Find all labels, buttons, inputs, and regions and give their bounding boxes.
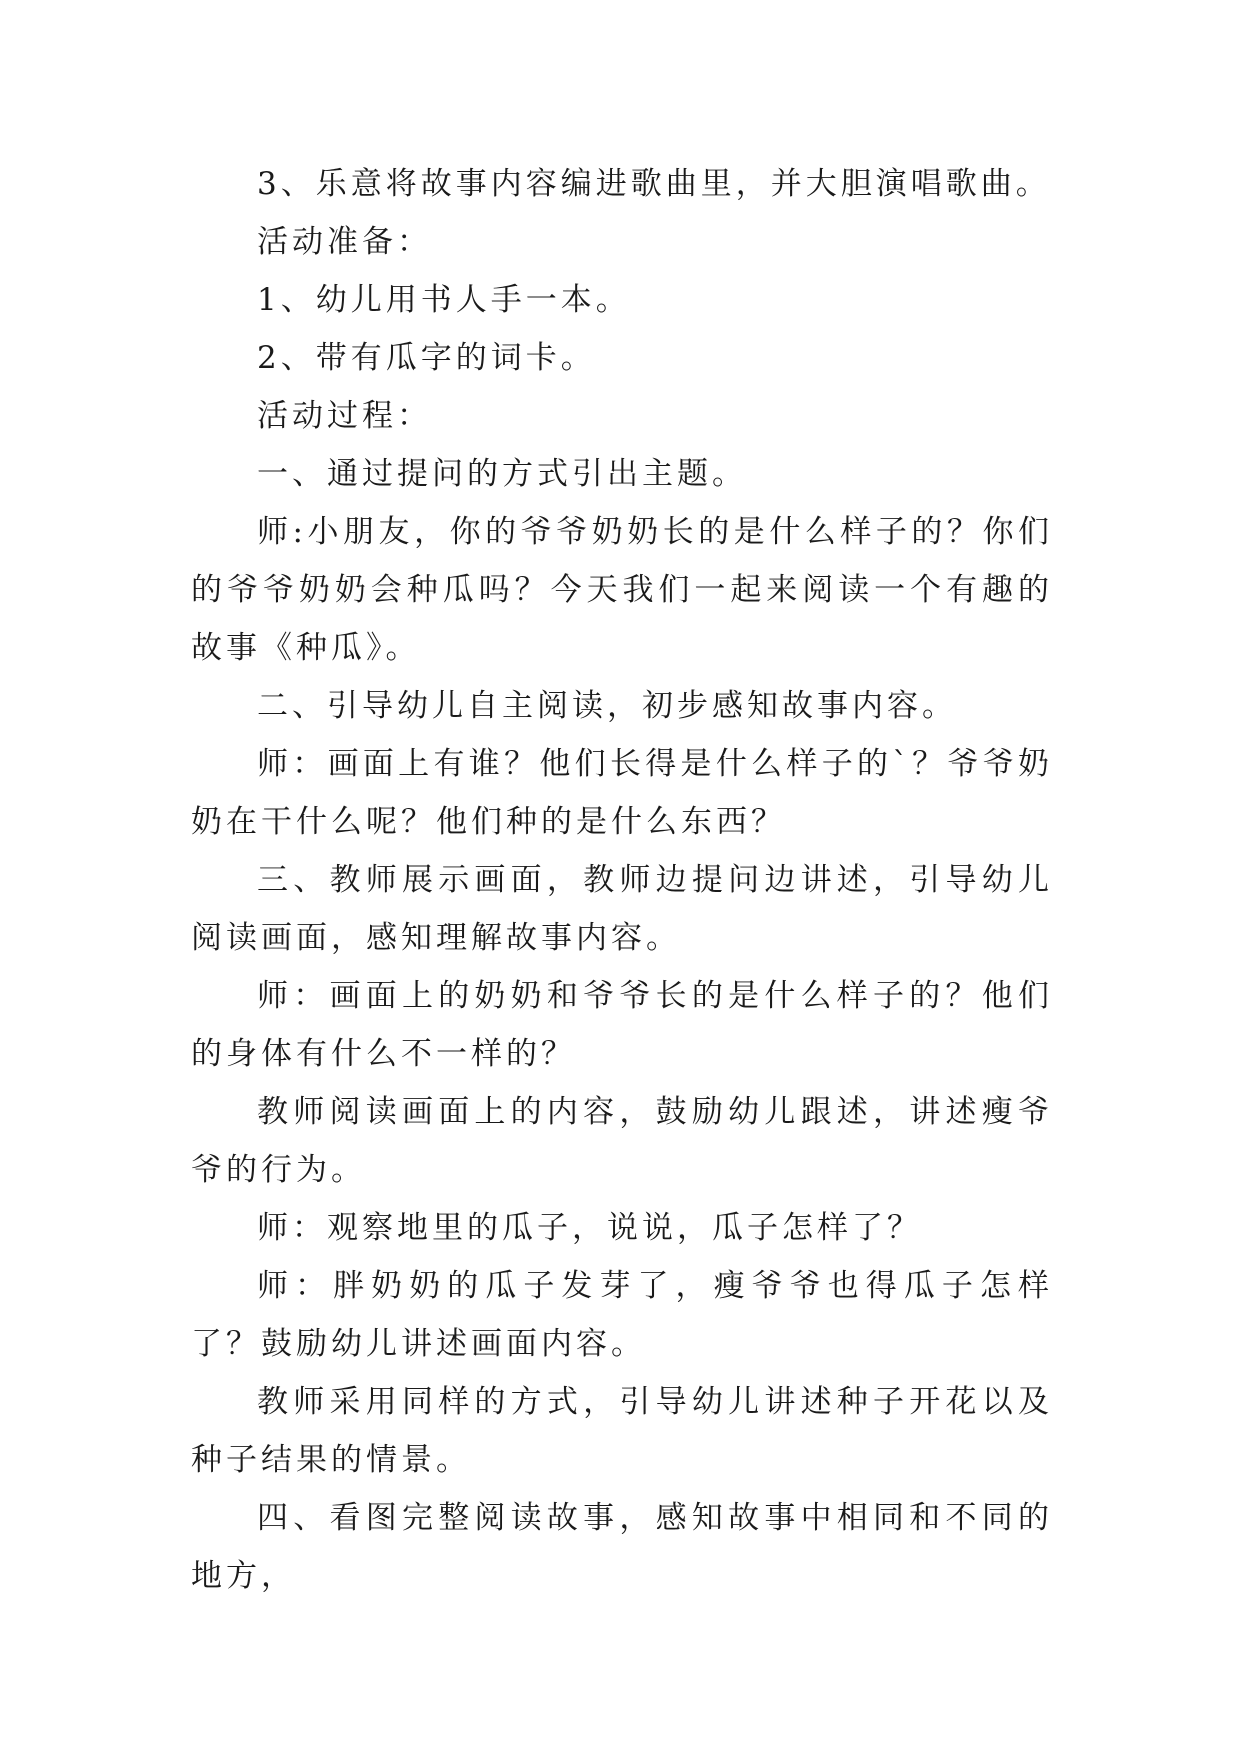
paragraph-teacher-question-2: 师：画面上有谁？他们长得是什么样子的`？爷爷奶奶在干什么呢？他们种的是什么东西？: [191, 746, 1053, 840]
paragraph-teacher-reading: 教师阅读画面上的内容，鼓励幼儿跟述，讲述瘦爷爷的行为。: [191, 1094, 1053, 1188]
paragraph-preparation-heading: 活动准备：: [257, 224, 432, 260]
paragraph-step-1: 一、通过提问的方式引出主题。: [257, 456, 747, 492]
paragraph-teacher-question-1: 师:小朋友，你的爷爷奶奶长的是什么样子的？你们的爷爷奶奶会种瓜吗？今天我们一起来阅读一个有趣的故事《种瓜》。: [191, 514, 1053, 666]
paragraph-step-3: 三、教师展示画面，教师边提问边讲述，引导幼儿阅读画面，感知理解故事内容。: [191, 862, 1053, 956]
paragraph-teacher-question-5: 师：胖奶奶的瓜子发芽了，瘦爷爷也得瓜子怎样了？鼓励幼儿讲述画面内容。: [191, 1268, 1053, 1362]
paragraph-teacher-method: 教师采用同样的方式，引导幼儿讲述种子开花以及种子结果的情景。: [191, 1384, 1053, 1478]
paragraph-preparation-1: 1、幼儿用书人手一本。: [257, 282, 631, 318]
paragraph-teacher-question-3: 师：画面上的奶奶和爷爷长的是什么样子的？他们的身体有什么不一样的？: [191, 978, 1053, 1072]
paragraph-preparation-2: 2、带有瓜字的词卡。: [257, 340, 596, 376]
paragraph-teacher-question-4: 师：观察地里的瓜子，说说，瓜子怎样了？: [257, 1210, 922, 1246]
paragraph-step-4: 四、看图完整阅读故事，感知故事中相同和不同的地方，: [191, 1500, 1053, 1594]
paragraph-process-heading: 活动过程：: [257, 398, 432, 434]
paragraph-goal-3: 3、乐意将故事内容编进歌曲里，并大胆演唱歌曲。: [257, 166, 1051, 202]
paragraph-step-2: 二、引导幼儿自主阅读，初步感知故事内容。: [257, 688, 957, 724]
document-body: [191, 155, 1053, 1605]
